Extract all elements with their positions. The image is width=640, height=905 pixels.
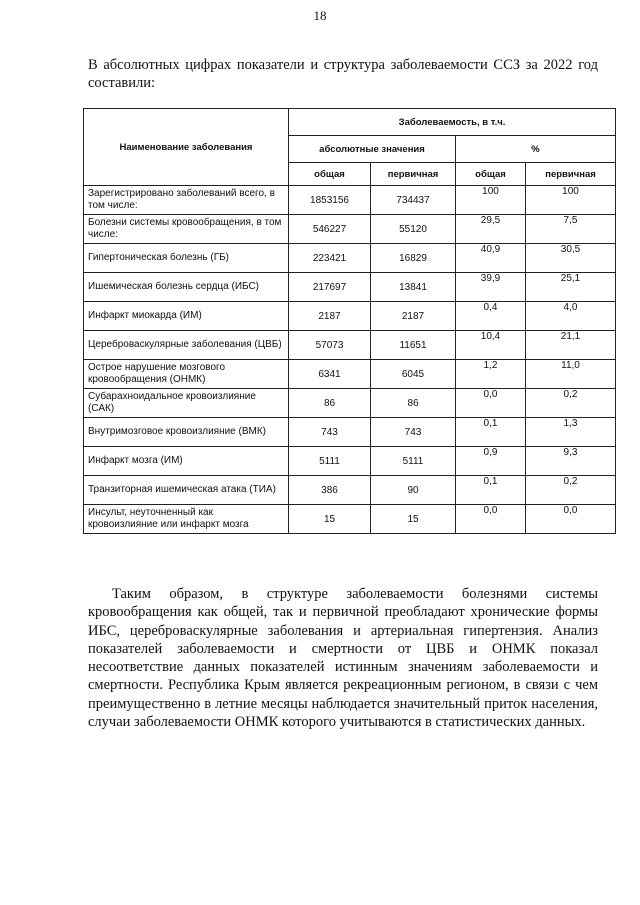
cell-abs-total: 546227 [289, 215, 371, 244]
table-row [84, 331, 616, 360]
cell-disease-name: Зарегистрировано заболеваний всего, в том числе: [84, 186, 289, 215]
cell-disease-name: Гипертоническая болезнь (ГБ) [84, 244, 289, 273]
cell-disease-name: Острое нарушение мозгового кровообращения (ОНМК) [84, 360, 289, 389]
cell-pct-primary: 1,3 [526, 418, 616, 447]
cell-pct-primary: 0,2 [526, 476, 616, 505]
cell-abs-total: 2187 [289, 302, 371, 331]
cell-pct-primary: 9,3 [526, 447, 616, 476]
table-row [84, 186, 616, 215]
cell-abs-primary: 11651 [371, 331, 456, 360]
cell-abs-total: 217697 [289, 273, 371, 302]
cell-pct-total: 0,9 [456, 447, 526, 476]
header-percent: % [456, 136, 616, 163]
cell-disease-name: Транзиторная ишемическая атака (ТИА) [84, 476, 289, 505]
cell-abs-primary: 15 [371, 505, 456, 534]
cell-pct-primary: 21,1 [526, 331, 616, 360]
cell-abs-primary: 13841 [371, 273, 456, 302]
cell-pct-total: 29,5 [456, 215, 526, 244]
cell-pct-total: 100 [456, 186, 526, 215]
table-row [84, 302, 616, 331]
cell-disease-name: Ишемическая болезнь сердца (ИБС) [84, 273, 289, 302]
cell-pct-primary: 0,0 [526, 505, 616, 534]
cell-abs-total: 223421 [289, 244, 371, 273]
cell-pct-total: 1,2 [456, 360, 526, 389]
cell-abs-primary: 2187 [371, 302, 456, 331]
header-absolute: абсолютные значения [289, 136, 456, 163]
table-row [84, 273, 616, 302]
cell-pct-total: 39,9 [456, 273, 526, 302]
page-number: 18 [313, 8, 327, 23]
table-row [84, 447, 616, 476]
cell-pct-total: 0,1 [456, 418, 526, 447]
header-abs-primary: первичная [371, 163, 456, 186]
header-abs-total: общая [289, 163, 371, 186]
table-row [84, 389, 616, 418]
cell-disease-name: Цереброваскулярные заболевания (ЦВБ) [84, 331, 289, 360]
cell-pct-primary: 11,0 [526, 360, 616, 389]
cell-abs-total: 15 [289, 505, 371, 534]
cell-disease-name: Инфаркт миокарда (ИМ) [84, 302, 289, 331]
cell-pct-primary: 4,0 [526, 302, 616, 331]
table-row [84, 505, 616, 534]
cell-abs-primary: 16829 [371, 244, 456, 273]
cell-disease-name: Внутримозговое кровоизлияние (ВМК) [84, 418, 289, 447]
cell-pct-total: 0,4 [456, 302, 526, 331]
cell-abs-total: 386 [289, 476, 371, 505]
cell-pct-total: 40,9 [456, 244, 526, 273]
cell-abs-total: 6341 [289, 360, 371, 389]
morbidity-table [83, 108, 616, 534]
cell-disease-name: Болезни системы кровообращения, в том числе: [84, 215, 289, 244]
cell-abs-primary: 86 [371, 389, 456, 418]
header-pct-primary: первичная [526, 163, 616, 186]
table-row [84, 418, 616, 447]
cell-pct-primary: 0,2 [526, 389, 616, 418]
cell-abs-primary: 6045 [371, 360, 456, 389]
cell-pct-total: 10,4 [456, 331, 526, 360]
cell-pct-primary: 30,5 [526, 244, 616, 273]
cell-abs-primary: 5111 [371, 447, 456, 476]
cell-abs-primary: 55120 [371, 215, 456, 244]
cell-abs-total: 5111 [289, 447, 371, 476]
table-row [84, 476, 616, 505]
table-body [84, 186, 616, 534]
cell-abs-primary: 734437 [371, 186, 456, 215]
table-row [84, 360, 616, 389]
header-pct-total: общая [456, 163, 526, 186]
cell-disease-name: Субарахноидальное кровоизлияние (САК) [84, 389, 289, 418]
cell-pct-total: 0,0 [456, 389, 526, 418]
table-row [84, 244, 616, 273]
cell-abs-total: 743 [289, 418, 371, 447]
table-row [84, 215, 616, 244]
cell-pct-primary: 25,1 [526, 273, 616, 302]
cell-abs-total: 86 [289, 389, 371, 418]
header-disease-name: Наименование заболевания [84, 109, 289, 186]
cell-disease-name: Инсульт, неуточненный как кровоизлияние или инфаркт мозга [84, 505, 289, 534]
cell-abs-total: 57073 [289, 331, 371, 360]
cell-abs-primary: 743 [371, 418, 456, 447]
conclusion-paragraph: Таким образом, в структуре заболеваемости болезнями системы кровообращения как общей, так и первичной преобладают хронические формы ИБС, цереброваскулярные заболевания и артериальная гипертензия. Анализ показателей заболеваемости и смертности от ЦВБ и ОНМК показал несоответствие данных показателей истинным значениям заболеваемости и смертности. Республика Крым является рекреационным регионом, в связи с чем преимущественно в летние месяцы наблюдается значительный приток населения, случаи заболеваемости ОНМК которого учитываются в статистических данных. [88, 586, 598, 731]
cell-pct-total: 0,1 [456, 476, 526, 505]
cell-abs-total: 1853156 [289, 186, 371, 215]
intro-paragraph: В абсолютных цифрах показатели и структура заболеваемости ССЗ за 2022 год составили: [88, 57, 598, 91]
cell-disease-name: Инфаркт мозга (ИМ) [84, 447, 289, 476]
cell-pct-primary: 100 [526, 186, 616, 215]
cell-abs-primary: 90 [371, 476, 456, 505]
cell-pct-primary: 7,5 [526, 215, 616, 244]
cell-pct-total: 0,0 [456, 505, 526, 534]
header-morbidity: Заболеваемость, в т.ч. [289, 109, 616, 136]
